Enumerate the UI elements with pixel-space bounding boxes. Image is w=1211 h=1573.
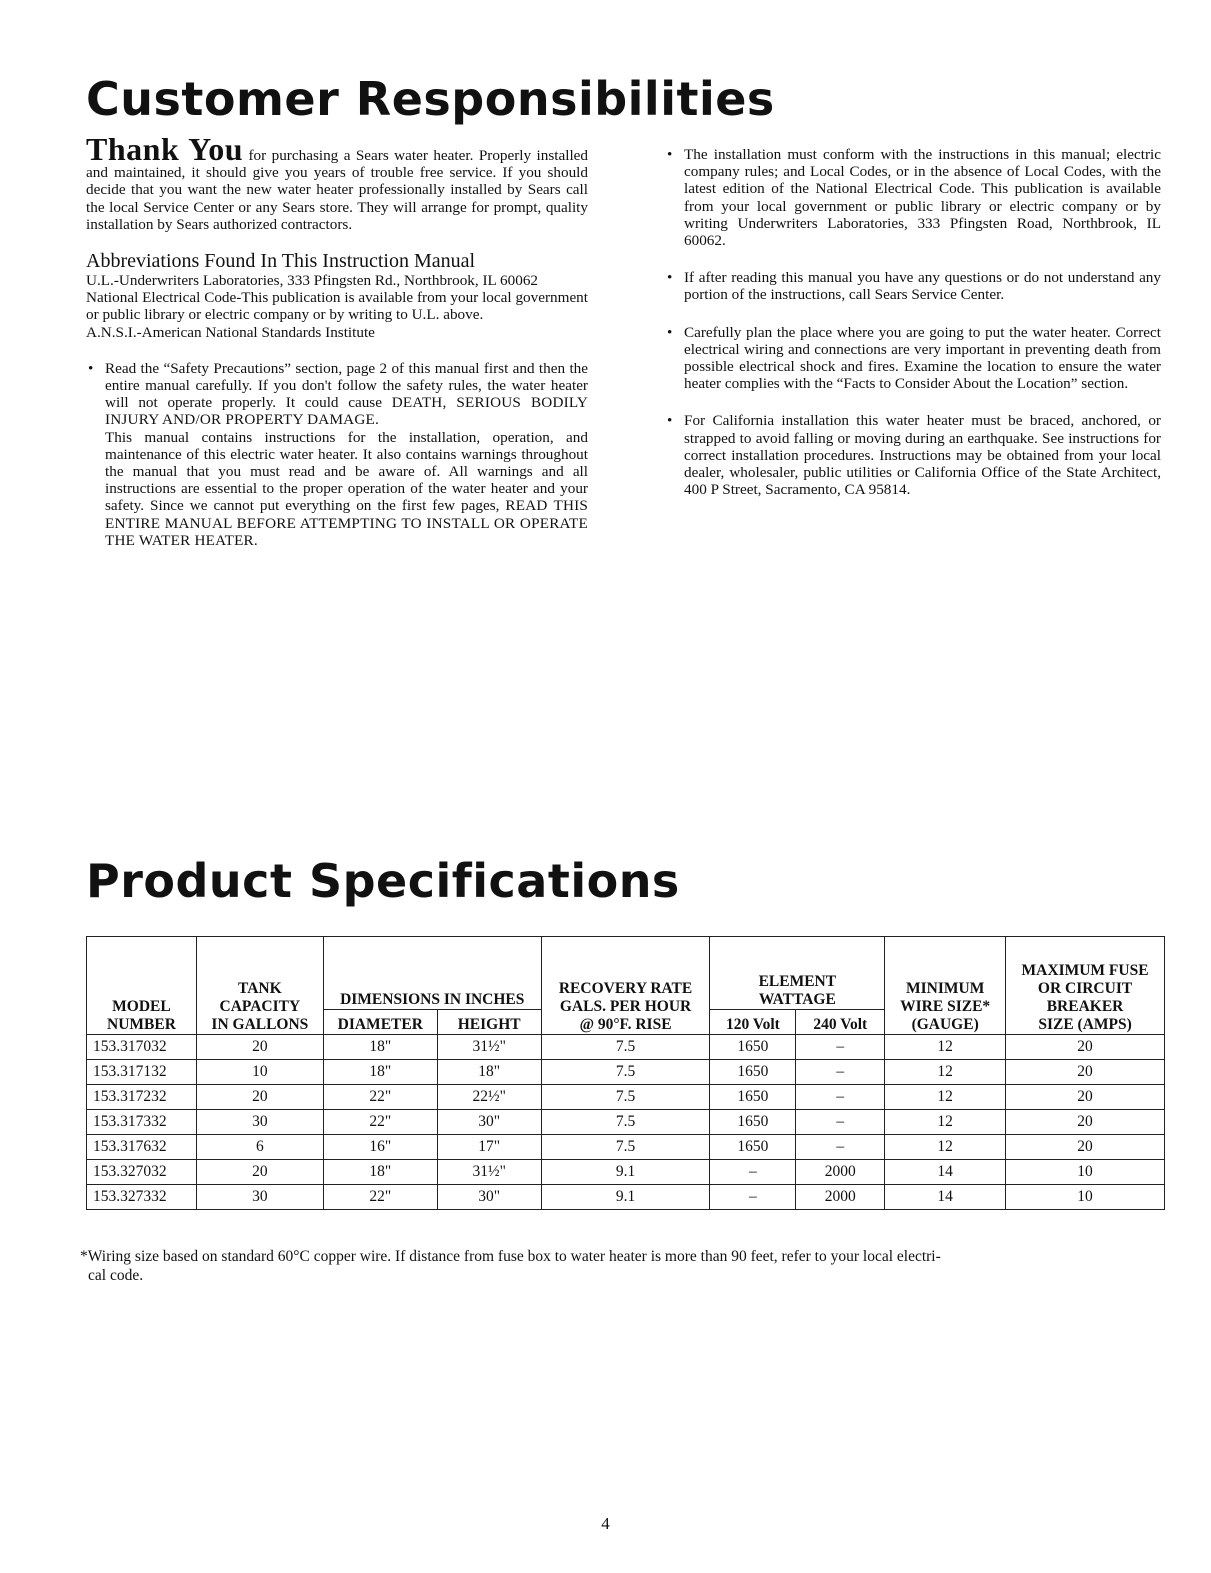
cell-height: 18" [437,1060,541,1085]
bullet-icon: • [667,269,673,287]
cell-w240: – [796,1060,885,1085]
cell-tank: 6 [196,1135,323,1160]
cell-recovery: 7.5 [541,1110,710,1135]
table-row [87,1085,1165,1110]
cell-height: 17" [437,1135,541,1160]
cell-wire: 12 [885,1060,1006,1085]
cell-w240: – [796,1035,885,1060]
header-element-wattage: ELEMENT WATTAGE [710,937,885,1010]
cell-diameter: 22" [323,1110,437,1135]
customer-responsibilities-heading: Customer Responsibilities [86,72,775,126]
cell-recovery: 9.1 [541,1160,710,1185]
header-tank-capacity: TANK CAPACITY IN GALLONS [196,937,323,1035]
cell-recovery: 7.5 [541,1060,710,1085]
cell-fuse: 20 [1006,1060,1165,1085]
cell-w120: – [710,1185,796,1210]
cell-tank: 20 [196,1085,323,1110]
thank-you-text: for purchasing a Sears water heater. Properly installed and maintained, it should give you years of trouble free service. If you should decide that you want the new water heater professionally installed by Sears call the local Service Center or any Sears store. They will arrange for prompt, quality installation by Sears authorized contractors. [86,147,589,233]
cell-model: 153.317632 [87,1135,197,1160]
table-row [87,1135,1165,1160]
cell-w240: 2000 [796,1185,885,1210]
product-specifications-heading: Product Specifications [86,854,680,908]
bullet-installation-codes: • The installation must conform with the instructions in this manual; electric company rules; and Local Codes, or in the absence of Local Codes, with the latest edition of the National Electrical Code. This publication is available from your local government or public library or electric company or by writing Underwriters Laboratories, 333 Pfingsten Road, Northbrook, IL 60062. [667,146,1161,250]
specifications-body [87,1035,1165,1210]
cell-model: 153.317032 [87,1035,197,1060]
table-row [87,1185,1165,1210]
cell-height: 30" [437,1185,541,1210]
cell-w120: 1650 [710,1135,796,1160]
cell-w120: 1650 [710,1085,796,1110]
cell-diameter: 18" [323,1035,437,1060]
table-row [87,1035,1165,1060]
cell-wire: 14 [885,1160,1006,1185]
right-column [665,146,1161,518]
cell-wire: 12 [885,1085,1006,1110]
bullet-icon: • [667,323,673,341]
header-wire-size: MINIMUM WIRE SIZE* (GAUGE) [885,937,1006,1035]
thank-you-paragraph [86,131,589,233]
abbr-ansi: A.N.S.I.-American National Standards Institute [86,323,375,341]
cell-recovery: 7.5 [541,1085,710,1110]
header-recovery-rate: RECOVERY RATE GALS. PER HOUR @ 90°F. RISE [541,937,710,1035]
table-row [87,1160,1165,1185]
cell-wire: 12 [885,1110,1006,1135]
header-dimensions: DIMENSIONS IN INCHES [323,937,541,1010]
cell-diameter: 22" [323,1085,437,1110]
bullet-icon: • [667,146,673,163]
table-row [87,1110,1165,1135]
bullet-icon: • [88,359,94,377]
cell-fuse: 20 [1006,1110,1165,1135]
abbreviations-heading: Abbreviations Found In This Instruction Manual [86,250,476,273]
cell-model: 153.317232 [87,1085,197,1110]
cell-diameter: 18" [323,1060,437,1085]
cell-recovery: 7.5 [541,1035,710,1060]
cell-diameter: 22" [323,1185,437,1210]
manual-contents-paragraph: This manual contains instructions for the installation, operation, and maintenance of this electric water heater. It also contains warnings throughout the manual that you must read and be aware of. All warnings and all instructions are essential to the proper operation of the water heater and your safety. Since we cannot put everything on the first few pages, READ THIS ENTIRE MANUAL BEFORE ATTEMPTING TO INSTALL OR OPERATE THE WATER HEATER. [105,428,589,549]
cell-wire: 14 [885,1185,1006,1210]
bullet-icon: • [667,412,673,430]
cell-model: 153.327332 [87,1185,197,1210]
cell-recovery: 7.5 [541,1135,710,1160]
cell-tank: 20 [196,1035,323,1060]
cell-tank: 30 [196,1110,323,1135]
cell-model: 153.317132 [87,1060,197,1085]
cell-wire: 12 [885,1035,1006,1060]
header-diameter: DIAMETER [323,1010,437,1035]
cell-height: 22½" [437,1085,541,1110]
page-number: 4 [601,1514,610,1533]
abbr-ul: U.L.-Underwriters Laboratories, 333 Pfingsten Rd., Northbrook, IL 60062 [86,272,539,290]
table-row [87,1060,1165,1085]
cell-w120: 1650 [710,1060,796,1085]
cell-w240: – [796,1085,885,1110]
bullet-questions: • If after reading this manual you have any questions or do not understand any portion of the instructions, call Sears Service Center. [667,269,1161,304]
cell-model: 153.327032 [87,1160,197,1185]
cell-w120: 1650 [710,1035,796,1060]
cell-diameter: 16" [323,1135,437,1160]
cell-fuse: 10 [1006,1185,1165,1210]
cell-tank: 10 [196,1060,323,1085]
cell-fuse: 20 [1006,1135,1165,1160]
cell-height: 31½" [437,1035,541,1060]
thank-you-heading: Thank You [86,131,244,167]
cell-height: 31½" [437,1160,541,1185]
wiring-footnote: *Wiring size based on standard 60°C copper wire. If distance from fuse box to water heater is more than 90 feet, refer to your local electri- cal code. [80,1248,941,1284]
cell-tank: 30 [196,1185,323,1210]
header-120-volt: 120 Volt [710,1010,796,1035]
cell-model: 153.317332 [87,1110,197,1135]
cell-wire: 12 [885,1135,1006,1160]
abbr-nec: National Electrical Code-This publication is available from your local government or public library or electric company or by writing to U.L. above. [86,289,588,324]
cell-diameter: 18" [323,1160,437,1185]
cell-w240: – [796,1135,885,1160]
header-height: HEIGHT [437,1010,541,1035]
bullet-california: • For California installation this water heater must be braced, anchored, or strapped to avoid falling or moving during an earthquake. See instructions for correct installation procedures. Instructions may be obtained from your local dealer, wholesaler, public utilities or California Office of the State Architect, 400 P Street, Sacramento, CA 95814. [667,412,1161,499]
header-240-volt: 240 Volt [796,1010,885,1035]
header-fuse-size: MAXIMUM FUSE OR CIRCUIT BREAKER SIZE (AMPS) [1006,937,1165,1035]
cell-w120: – [710,1160,796,1185]
cell-fuse: 10 [1006,1160,1165,1185]
specifications-table [86,936,1165,1210]
header-model: MODEL NUMBER [87,937,197,1035]
cell-w240: – [796,1110,885,1135]
cell-fuse: 20 [1006,1035,1165,1060]
left-column [86,131,589,549]
cell-recovery: 9.1 [541,1185,710,1210]
cell-fuse: 20 [1006,1085,1165,1110]
cell-height: 30" [437,1110,541,1135]
bullet-plan-location: • Carefully plan the place where you are going to put the water heater. Correct electrical wiring and connections are very important in preventing death from possible electrical shock and fires. Examine the location to ensure the water heater complies with the “Facts to Consider About the Location” section. [667,323,1161,393]
cell-tank: 20 [196,1160,323,1185]
cell-w240: 2000 [796,1160,885,1185]
bullet-safety-precautions: • Read the “Safety Precautions” section, page 2 of this manual first and then the entire manual carefully. If you don't follow the safety rules, the water heater will not operate properly. It could cause DEATH, SERIOUS BODILY INJURY AND/OR PROPERTY DAMAGE. This manual contains instructions for the installation, operation, and maintenance of this electric water heater. It also contains warnings throughout the manual that you must read and be aware of. All warnings and all instructions are essential to the proper operation of the water heater and your safety. Since we cannot put everything on the first few pages, READ THIS ENTIRE MANUAL BEFORE ATTEMPTING TO INSTALL OR OPERATE THE WATER HEATER. [88,359,589,549]
cell-w120: 1650 [710,1110,796,1135]
